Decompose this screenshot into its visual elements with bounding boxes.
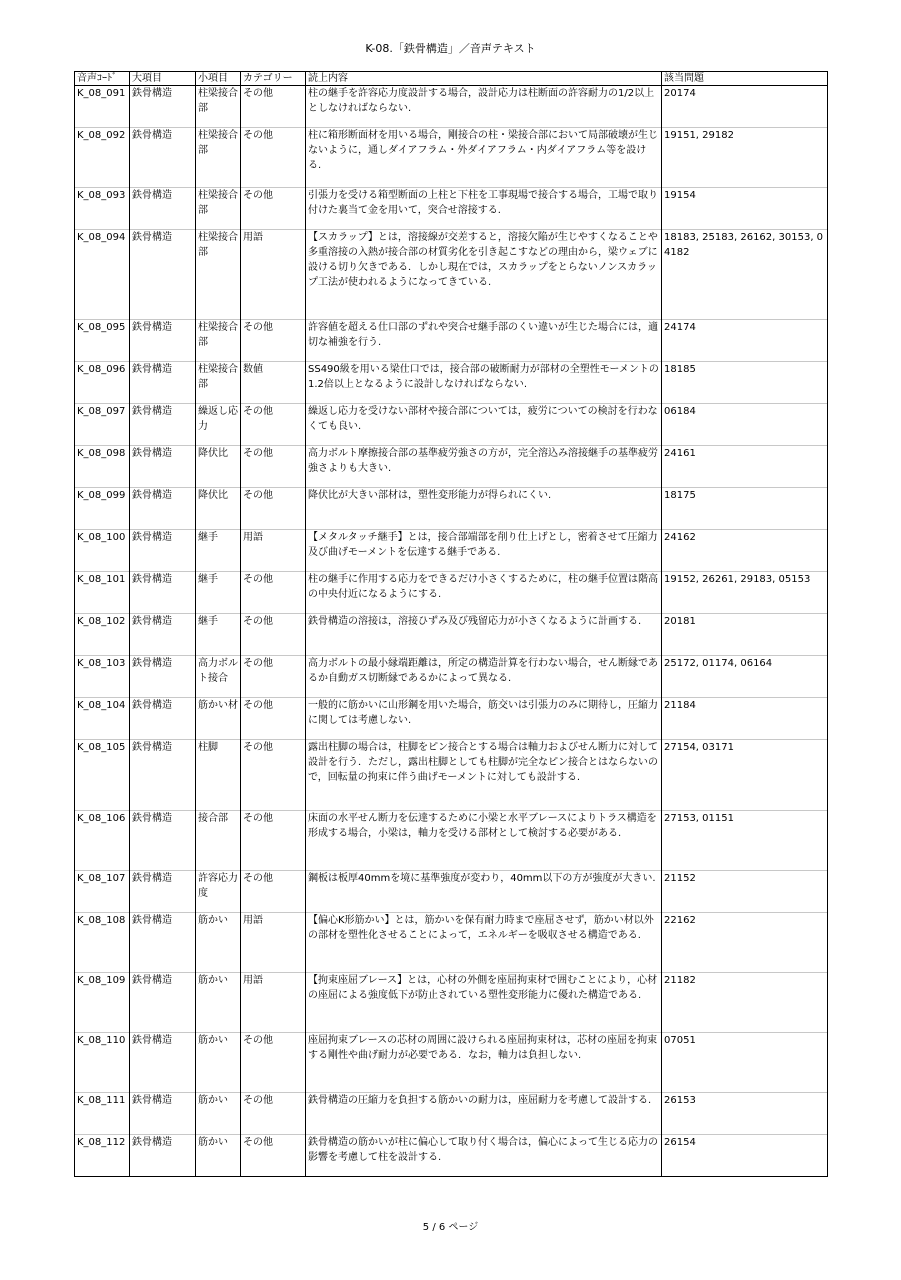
cell-questions: 06184 bbox=[662, 404, 828, 446]
cell-minor: 継手 bbox=[196, 530, 241, 572]
cell-text: 柱に箱形断面材を用いる場合，剛接合の柱・梁接合部において局部破壊が生じないように，通しダイアフラム・外ダイアフラム・内ダイアフラム等を設ける. bbox=[306, 128, 662, 188]
column-header-code: 音声ｺｰﾄﾞ bbox=[75, 72, 130, 86]
cell-major: 鉄骨構造 bbox=[130, 530, 196, 572]
cell-code: K_08_110 bbox=[75, 1033, 130, 1093]
table-row bbox=[75, 188, 828, 230]
cell-text: 高力ボルトの最小縁端距離は，所定の構造計算を行わない場合，せん断縁であるか自動ガス切断縁であるかによって異なる. bbox=[306, 656, 662, 698]
cell-category: その他 bbox=[241, 1033, 306, 1093]
cell-major: 鉄骨構造 bbox=[130, 1135, 196, 1177]
cell-questions: 18185 bbox=[662, 362, 828, 404]
cell-code: K_08_107 bbox=[75, 871, 130, 913]
cell-code: K_08_095 bbox=[75, 320, 130, 362]
cell-minor: 柱梁接合部 bbox=[196, 320, 241, 362]
cell-text: 高力ボルト摩擦接合部の基準疲労強さの方が，完全溶込み溶接継手の基準疲労強さよりも大きい. bbox=[306, 446, 662, 488]
cell-minor: 許容応力度 bbox=[196, 871, 241, 913]
cell-category: 用語 bbox=[241, 913, 306, 973]
cell-category: その他 bbox=[241, 614, 306, 656]
cell-category: その他 bbox=[241, 740, 306, 811]
cell-category: その他 bbox=[241, 1135, 306, 1177]
cell-questions: 19151, 29182 bbox=[662, 128, 828, 188]
cell-minor: 筋かい bbox=[196, 913, 241, 973]
cell-text: 座屈拘束ブレースの芯材の周囲に設けられる座屈拘束材は，芯材の座屈を拘束する剛性や曲げ耐力が必要である．なお，軸力は負担しない. bbox=[306, 1033, 662, 1093]
page-title: K-08.「鉄骨構造」／音声テキスト bbox=[365, 42, 536, 55]
cell-questions: 19154 bbox=[662, 188, 828, 230]
cell-major: 鉄骨構造 bbox=[130, 1093, 196, 1135]
cell-category: その他 bbox=[241, 871, 306, 913]
column-header-minor: 小項目 bbox=[196, 72, 241, 86]
column-header-questions: 該当問題 bbox=[662, 72, 828, 86]
table-row bbox=[75, 320, 828, 362]
table-row bbox=[75, 530, 828, 572]
cell-major: 鉄骨構造 bbox=[130, 362, 196, 404]
cell-text: 引張力を受ける箱型断面の上柱と下柱を工事現場で接合する場合，工場で取り付けた裏当て金を用いて，突合せ溶接する. bbox=[306, 188, 662, 230]
cell-category: その他 bbox=[241, 86, 306, 128]
cell-questions: 18183, 25183, 26162, 30153, 04182 bbox=[662, 230, 828, 320]
cell-text: 鉄骨構造の圧縮力を負担する筋かいの耐力は，座屈耐力を考慮して設計する. bbox=[306, 1093, 662, 1135]
table-row bbox=[75, 362, 828, 404]
cell-major: 鉄骨構造 bbox=[130, 230, 196, 320]
cell-code: K_08_103 bbox=[75, 656, 130, 698]
cell-text: 降伏比が大きい部材は，塑性変形能力が得られにくい. bbox=[306, 488, 662, 530]
table-header-row bbox=[75, 72, 828, 86]
cell-major: 鉄骨構造 bbox=[130, 913, 196, 973]
cell-code: K_08_096 bbox=[75, 362, 130, 404]
cell-questions: 18175 bbox=[662, 488, 828, 530]
cell-major: 鉄骨構造 bbox=[130, 1033, 196, 1093]
cell-questions: 27154, 03171 bbox=[662, 740, 828, 811]
cell-major: 鉄骨構造 bbox=[130, 404, 196, 446]
cell-minor: 柱脚 bbox=[196, 740, 241, 811]
cell-code: K_08_112 bbox=[75, 1135, 130, 1177]
cell-questions: 20181 bbox=[662, 614, 828, 656]
cell-text: 繰返し応力を受けない部材や接合部については，疲労についての検討を行わなくても良い. bbox=[306, 404, 662, 446]
cell-category: 用語 bbox=[241, 973, 306, 1033]
cell-code: K_08_101 bbox=[75, 572, 130, 614]
cell-minor: 降伏比 bbox=[196, 446, 241, 488]
cell-questions: 24162 bbox=[662, 530, 828, 572]
cell-minor: 高力ボルト接合 bbox=[196, 656, 241, 698]
cell-major: 鉄骨構造 bbox=[130, 871, 196, 913]
cell-questions: 26154 bbox=[662, 1135, 828, 1177]
cell-questions: 21184 bbox=[662, 698, 828, 740]
cell-major: 鉄骨構造 bbox=[130, 811, 196, 871]
table-row bbox=[75, 656, 828, 698]
cell-text: 鋼板は板厚40mmを境に基準強度が変わり，40mm以下の方が強度が大きい. bbox=[306, 871, 662, 913]
cell-minor: 柱梁接合部 bbox=[196, 362, 241, 404]
cell-minor: 筋かい bbox=[196, 1135, 241, 1177]
cell-code: K_08_097 bbox=[75, 404, 130, 446]
cell-code: K_08_091 bbox=[75, 86, 130, 128]
cell-minor: 筋かい bbox=[196, 1093, 241, 1135]
cell-minor: 柱梁接合部 bbox=[196, 188, 241, 230]
table-row bbox=[75, 572, 828, 614]
cell-minor: 接合部 bbox=[196, 811, 241, 871]
cell-text: SS490級を用いる梁仕口では，接合部の破断耐力が部材の全塑性モーメントの1.2倍以上となるように設計しなければならない. bbox=[306, 362, 662, 404]
cell-category: その他 bbox=[241, 698, 306, 740]
cell-code: K_08_093 bbox=[75, 188, 130, 230]
cell-category: その他 bbox=[241, 404, 306, 446]
cell-text: 鉄骨構造の溶接は，溶接ひずみ及び残留応力が小さくなるように計画する. bbox=[306, 614, 662, 656]
cell-minor: 継手 bbox=[196, 614, 241, 656]
cell-code: K_08_094 bbox=[75, 230, 130, 320]
cell-text: 露出柱脚の場合は，柱脚をピン接合とする場合は軸力およびせん断力に対して設計を行う．ただし，露出柱脚としても柱脚が完全なピン接合とはならないので，回転量の拘束に伴う曲げモーメントに対しても設計する. bbox=[306, 740, 662, 811]
cell-text: 鉄骨構造の筋かいが柱に偏心して取り付く場合は，偏心によって生じる応力の影響を考慮して柱を設計する. bbox=[306, 1135, 662, 1177]
cell-category: 数値 bbox=[241, 362, 306, 404]
cell-code: K_08_100 bbox=[75, 530, 130, 572]
table-row bbox=[75, 1033, 828, 1093]
cell-minor: 柱梁接合部 bbox=[196, 128, 241, 188]
table-row bbox=[75, 1135, 828, 1177]
cell-category: その他 bbox=[241, 320, 306, 362]
cell-code: K_08_098 bbox=[75, 446, 130, 488]
cell-text: 一般的に筋かいに山形鋼を用いた場合，筋交いは引張力のみに期待し，圧縮力に関しては考慮しない. bbox=[306, 698, 662, 740]
cell-code: K_08_106 bbox=[75, 811, 130, 871]
table-row bbox=[75, 614, 828, 656]
cell-code: K_08_109 bbox=[75, 973, 130, 1033]
cell-minor: 柱梁接合部 bbox=[196, 230, 241, 320]
cell-category: 用語 bbox=[241, 230, 306, 320]
cell-questions: 26153 bbox=[662, 1093, 828, 1135]
cell-minor: 柱梁接合部 bbox=[196, 86, 241, 128]
page-number: 5 / 6 ページ bbox=[422, 1222, 479, 1233]
table-row bbox=[75, 404, 828, 446]
cell-major: 鉄骨構造 bbox=[130, 446, 196, 488]
cell-minor: 筋かい材 bbox=[196, 698, 241, 740]
column-header-major: 大項目 bbox=[130, 72, 196, 86]
cell-code: K_08_102 bbox=[75, 614, 130, 656]
column-header-category: カテゴリー bbox=[241, 72, 306, 86]
cell-category: その他 bbox=[241, 572, 306, 614]
cell-category: その他 bbox=[241, 488, 306, 530]
cell-code: K_08_111 bbox=[75, 1093, 130, 1135]
cell-major: 鉄骨構造 bbox=[130, 740, 196, 811]
cell-major: 鉄骨構造 bbox=[130, 128, 196, 188]
cell-questions: 21182 bbox=[662, 973, 828, 1033]
cell-code: K_08_108 bbox=[75, 913, 130, 973]
table-row bbox=[75, 446, 828, 488]
cell-category: その他 bbox=[241, 811, 306, 871]
cell-minor: 筋かい bbox=[196, 1033, 241, 1093]
cell-text: 【スカラップ】とは，溶接線が交差すると，溶接欠陥が生じやすくなることや多重溶接の入熱が接合部の材質劣化を引き起こすなどの理由から，梁ウェブに設ける切り欠きである．しかし現在では，スカラップをとらないノンスカラップ工法が使われるようになってきている. bbox=[306, 230, 662, 320]
cell-text: 【メタルタッチ継手】とは，接合部端部を削り仕上げとし，密着させて圧縮力及び曲げモーメントを伝達する継手である. bbox=[306, 530, 662, 572]
cell-major: 鉄骨構造 bbox=[130, 614, 196, 656]
table-row bbox=[75, 488, 828, 530]
cell-code: K_08_099 bbox=[75, 488, 130, 530]
cell-questions: 25172, 01174, 06164 bbox=[662, 656, 828, 698]
cell-text: 【拘束座屈ブレース】とは，心材の外側を座屈拘束材で囲むことにより，心材の座屈による強度低下が防止されている塑性変形能力に優れた構造である. bbox=[306, 973, 662, 1033]
table-row bbox=[75, 740, 828, 811]
cell-major: 鉄骨構造 bbox=[130, 320, 196, 362]
cell-questions: 24174 bbox=[662, 320, 828, 362]
cell-text: 柱の継手に作用する応力をできるだけ小さくするために，柱の継手位置は階高の中央付近になるようにする. bbox=[306, 572, 662, 614]
table-row bbox=[75, 1093, 828, 1135]
cell-category: その他 bbox=[241, 1093, 306, 1135]
cell-questions: 07051 bbox=[662, 1033, 828, 1093]
cell-text: 許容値を超える仕口部のずれや突合せ継手部のくい違いが生じた場合には，適切な補強を行う. bbox=[306, 320, 662, 362]
cell-questions: 21152 bbox=[662, 871, 828, 913]
cell-questions: 27153, 01151 bbox=[662, 811, 828, 871]
cell-major: 鉄骨構造 bbox=[130, 973, 196, 1033]
cell-major: 鉄骨構造 bbox=[130, 572, 196, 614]
cell-category: その他 bbox=[241, 656, 306, 698]
cell-category: 用語 bbox=[241, 530, 306, 572]
cell-text: 床面の水平せん断力を伝達するために小梁と水平ブレースによりトラス構造を形成する場合，小梁は，軸力を受ける部材として検討する必要がある. bbox=[306, 811, 662, 871]
cell-minor: 継手 bbox=[196, 572, 241, 614]
table-row bbox=[75, 128, 828, 188]
cell-questions: 19152, 26261, 29183, 05153 bbox=[662, 572, 828, 614]
table-row bbox=[75, 913, 828, 973]
cell-major: 鉄骨構造 bbox=[130, 488, 196, 530]
cell-major: 鉄骨構造 bbox=[130, 86, 196, 128]
cell-text: 柱の継手を許容応力度設計する場合，設計応力は柱断面の許容耐力の1/2以上としなければならない. bbox=[306, 86, 662, 128]
cell-code: K_08_092 bbox=[75, 128, 130, 188]
cell-major: 鉄骨構造 bbox=[130, 188, 196, 230]
cell-minor: 筋かい bbox=[196, 973, 241, 1033]
audio-text-table bbox=[74, 71, 828, 1177]
cell-category: その他 bbox=[241, 128, 306, 188]
table-row bbox=[75, 871, 828, 913]
cell-major: 鉄骨構造 bbox=[130, 656, 196, 698]
table-row bbox=[75, 86, 828, 128]
cell-questions: 20174 bbox=[662, 86, 828, 128]
cell-code: K_08_105 bbox=[75, 740, 130, 811]
table-row bbox=[75, 230, 828, 320]
cell-text: 【偏心K形筋かい】とは，筋かいを保有耐力時まで座屈させず，筋かい材以外の部材を塑性化させることによって，エネルギーを吸収させる構造である. bbox=[306, 913, 662, 973]
cell-category: その他 bbox=[241, 188, 306, 230]
table-row bbox=[75, 698, 828, 740]
cell-minor: 繰返し応力 bbox=[196, 404, 241, 446]
cell-questions: 24161 bbox=[662, 446, 828, 488]
cell-major: 鉄骨構造 bbox=[130, 698, 196, 740]
cell-questions: 22162 bbox=[662, 913, 828, 973]
cell-code: K_08_104 bbox=[75, 698, 130, 740]
column-header-text: 読上内容 bbox=[306, 72, 662, 86]
cell-minor: 降伏比 bbox=[196, 488, 241, 530]
table-row bbox=[75, 811, 828, 871]
cell-category: その他 bbox=[241, 446, 306, 488]
table-row bbox=[75, 973, 828, 1033]
